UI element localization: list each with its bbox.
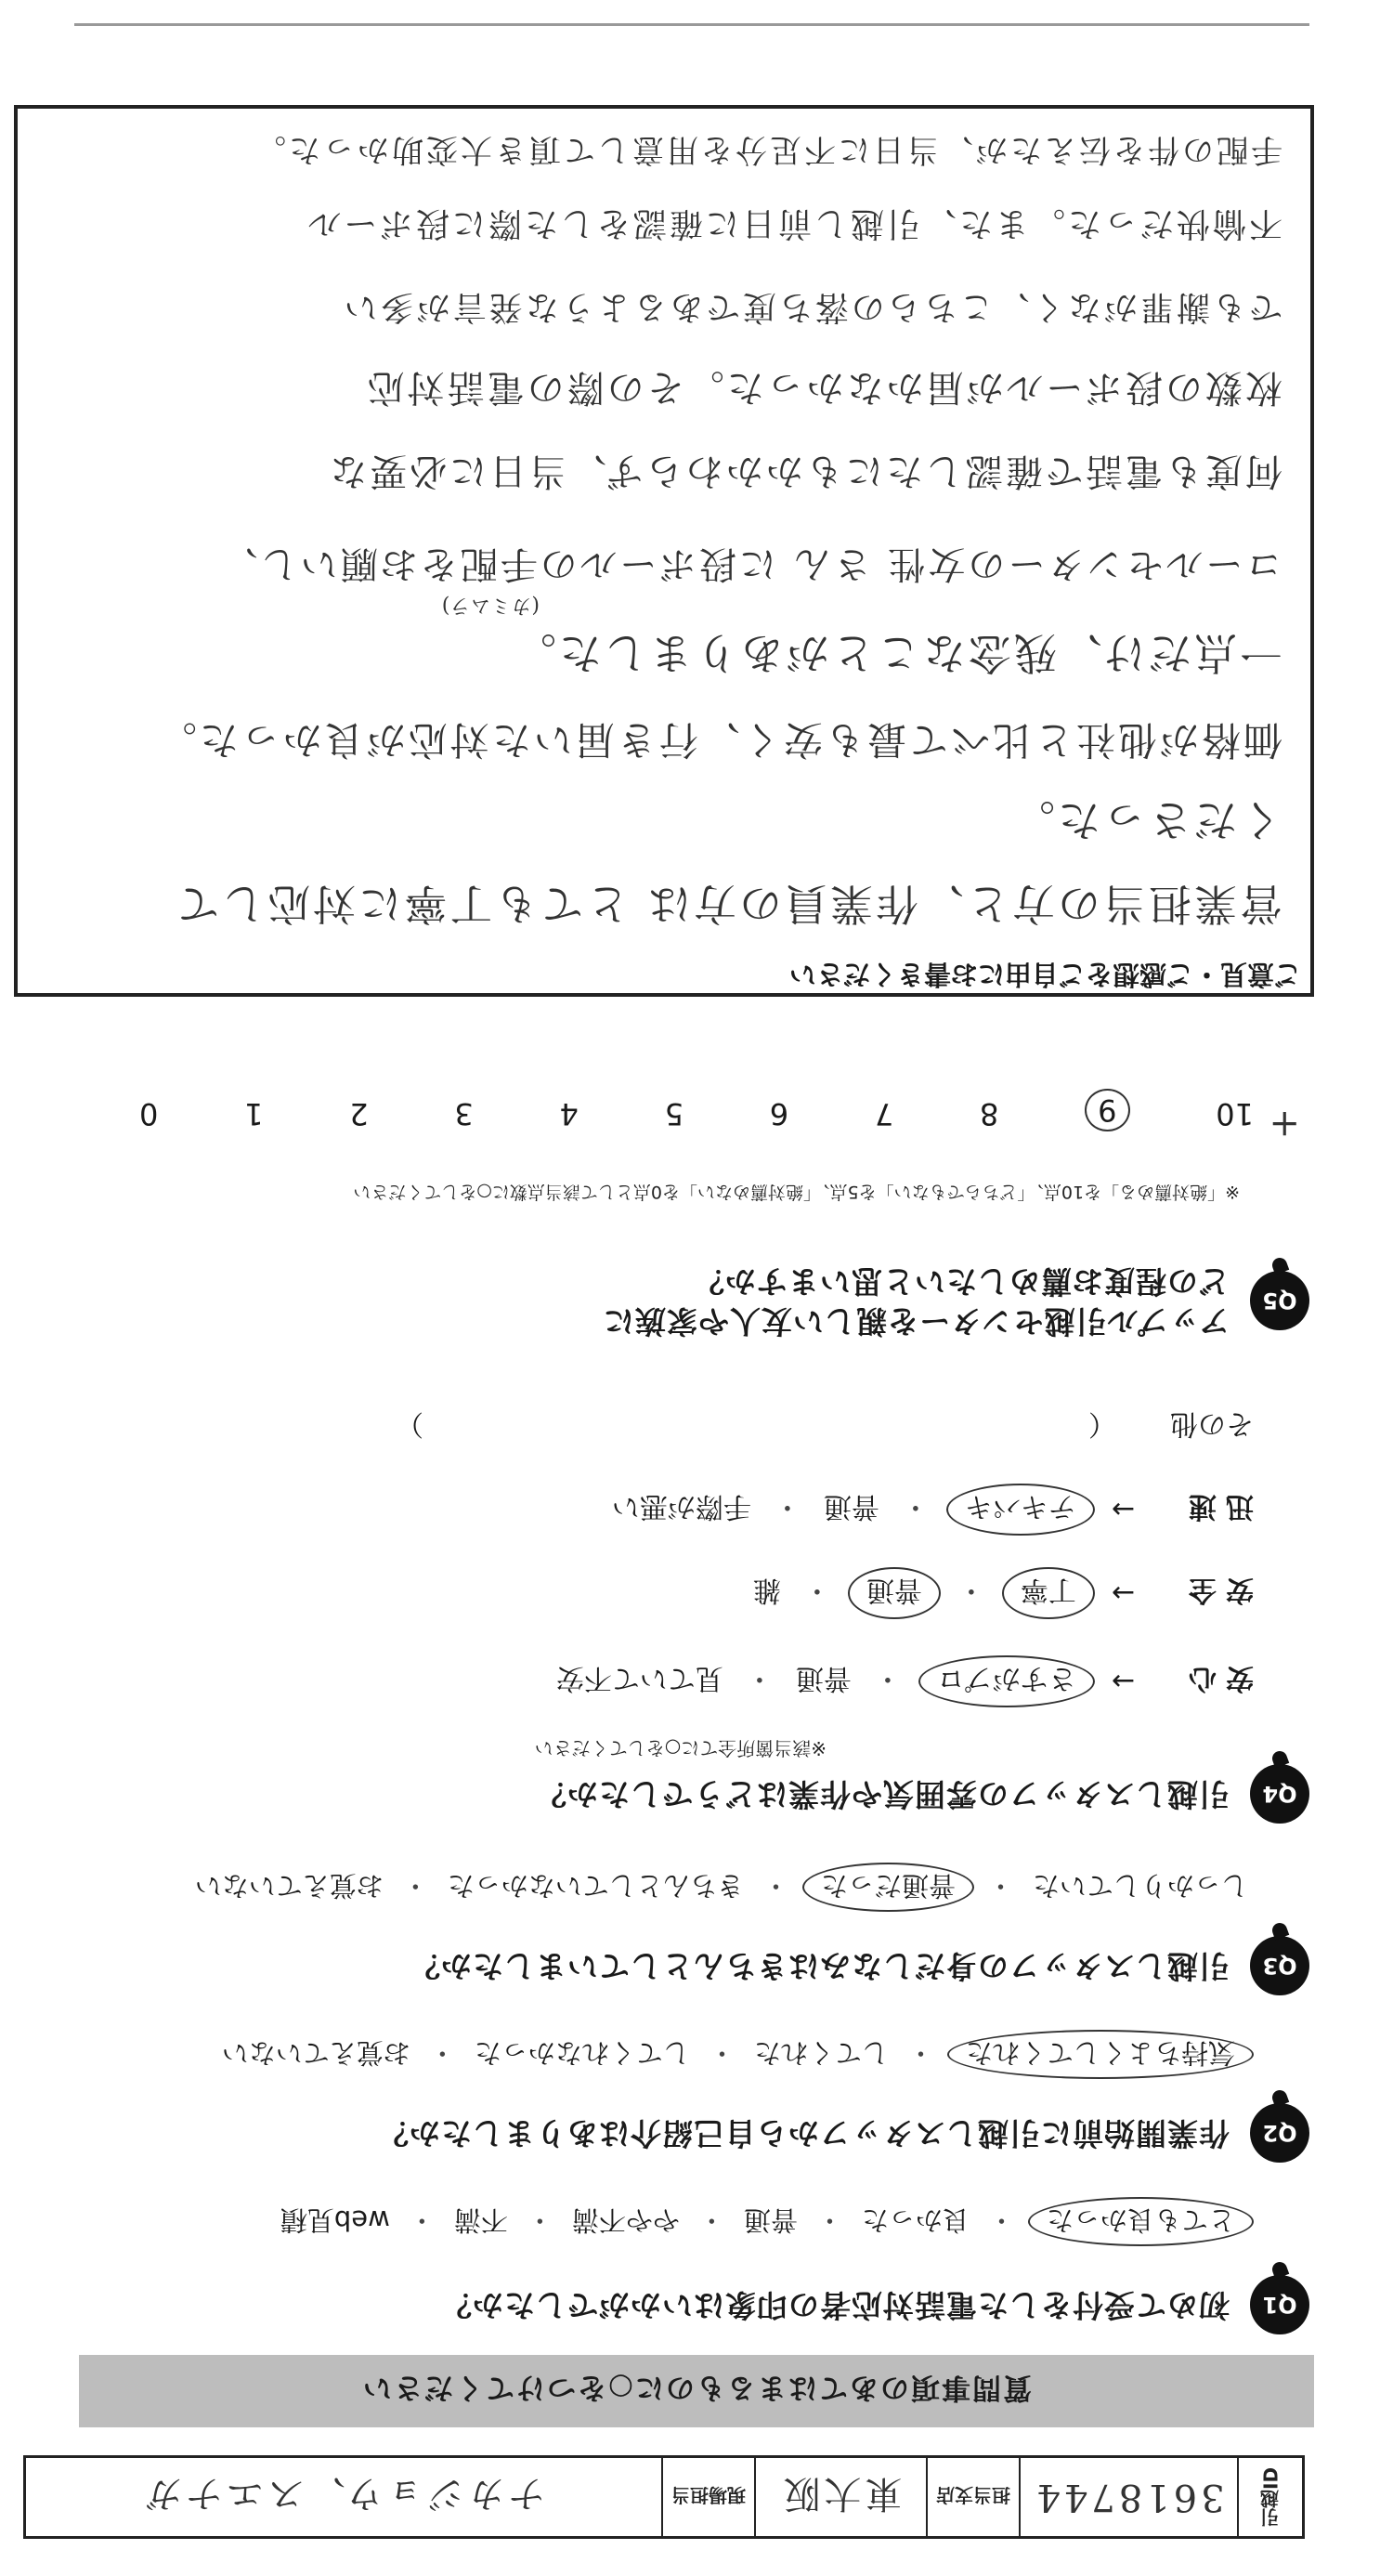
q4-option[interactable]: 普通 (848, 1567, 941, 1619)
comment-line: 不愉快だった。また、引越し前日に確認をした際に段ボール (305, 204, 1282, 242)
q1-option[interactable]: 普通 (743, 2204, 798, 2236)
separator: ・ (428, 2037, 456, 2069)
branch-value: 東大阪 (779, 2472, 903, 2516)
comment-line: 営業担当の方と、作業員の方は とても丁寧に対応して (174, 879, 1282, 929)
q1-badge-icon: Q1 (1250, 2275, 1309, 2334)
separator: ・ (957, 1574, 985, 1606)
separator: ・ (987, 2204, 1015, 2236)
branch-value-cell (754, 2458, 926, 2536)
comments-box[interactable] (14, 105, 1314, 997)
separator: ・ (697, 2204, 725, 2236)
q3-option[interactable]: しっかりしていた (1032, 1870, 1248, 1902)
q5-score[interactable]: 10 (1216, 1096, 1254, 1131)
separator: ・ (408, 2204, 436, 2236)
leader-label: 現場担当 (671, 2484, 746, 2507)
q4-option[interactable]: 普通 (823, 1490, 879, 1523)
q4-option[interactable]: 雑 (752, 1574, 781, 1606)
q5-badge-icon: Q5 (1250, 1271, 1309, 1330)
q1-option[interactable]: web見積 (280, 2204, 390, 2236)
q5-score[interactable]: 7 (874, 1096, 894, 1131)
branch-label-cell (926, 2458, 1019, 2536)
q4-option[interactable]: 普通 (795, 1662, 852, 1694)
separator: ・ (802, 1574, 831, 1606)
q5-text-line2: どの程度お薦めしたいと思いますか？ (693, 1263, 1230, 1301)
q2-option[interactable]: 気持ちよくしてくれた (947, 2030, 1254, 2079)
separator: ・ (762, 1870, 789, 1902)
comments-title: ご意見・ご感想をご自由にお書きください (788, 959, 1301, 990)
separator: ・ (773, 1490, 801, 1523)
q2-options (216, 2030, 1254, 2079)
q5-note: ※「絶対薦める」を10点、「どちらでもない」を5点、「絶対薦めない」を0点として該当点数に○をしてください (353, 1182, 1240, 1202)
q4-badge-icon: Q4 (1250, 1764, 1309, 1824)
q4-option[interactable]: さすがプロ (918, 1655, 1095, 1707)
id-value-cell (1019, 2458, 1237, 2536)
comment-line: 手配の件を伝えたが、当日に不足分を用意して頂き大変助かった。 (252, 131, 1282, 168)
q5-score[interactable]: 9 (1085, 1089, 1129, 1131)
bottom-divider (74, 23, 1309, 26)
q4-row-anshin (551, 1655, 1254, 1707)
q4-other-close: ） (396, 1407, 423, 1440)
q4-row-jinsoku (606, 1484, 1254, 1536)
q5-score[interactable]: 4 (559, 1096, 579, 1131)
q4-option[interactable]: 見ていて不安 (555, 1662, 723, 1694)
q1-option[interactable]: 良かった (861, 2204, 970, 2236)
q4-option[interactable]: 丁寧 (1002, 1567, 1095, 1619)
q4-other-label: その他 (1170, 1407, 1254, 1440)
comment-line: でも謝罪がなく、こちらの落ち度であるような発言が多い (341, 288, 1282, 326)
question-2 (377, 2103, 1309, 2163)
separator: ・ (745, 1662, 774, 1694)
separator: ・ (526, 2204, 553, 2236)
instruction-banner: 質問事項のあてはまるものに○をつけてください (79, 2355, 1314, 2427)
q3-badge-icon: Q3 (1250, 1936, 1309, 1995)
separator: ・ (901, 1490, 930, 1523)
q5-score[interactable]: 8 (980, 1096, 999, 1131)
q5-text-line1: アップル引越センターを親しい友人や家族に (602, 1303, 1230, 1340)
id-label-cell (1237, 2458, 1302, 2536)
comment-line: 価格が他社と比べて最も安く、行き届いた対応が良かった。 (154, 717, 1282, 763)
comment-line: くださった。 (1009, 795, 1282, 845)
q5-score[interactable]: 0 (139, 1096, 159, 1131)
q4-text: 引越しスタッフの雰囲気や作業はどうでしたか？ (535, 1776, 1230, 1813)
q2-option[interactable]: お覚えていない (221, 2037, 410, 2069)
q1-text: 初めて受付をした電話対応者の印象はいかがでしたか？ (440, 2287, 1230, 2324)
comment-line: 枚数の段ボールが届かなかった。その際の電話対応 (364, 366, 1282, 409)
q3-option[interactable]: 普通だった (802, 1863, 974, 1912)
q4-row-label: 安心 (1179, 1662, 1254, 1694)
separator: ・ (401, 1870, 429, 1902)
comment-ruby: (カミムラ) (441, 594, 540, 617)
q3-option[interactable]: きちんとしていなかった (447, 1870, 744, 1902)
q1-option[interactable]: やや不満 (571, 2204, 680, 2236)
branch-label: 担当支店 (936, 2484, 1010, 2507)
q2-badge-icon: Q2 (1250, 2103, 1309, 2163)
q3-options (189, 1863, 1254, 1912)
q5-score[interactable]: 2 (349, 1096, 369, 1131)
q5-score[interactable]: 1 (244, 1096, 264, 1131)
separator: ・ (873, 1662, 902, 1694)
q5-scale (139, 1089, 1254, 1131)
comment-line: 何度も電話で確認したにもかかわらず、当日に必要な (327, 450, 1282, 492)
separator: ・ (708, 2037, 736, 2069)
q5-score[interactable]: 6 (769, 1096, 789, 1131)
arrow-right-icon: → (1111, 1493, 1135, 1526)
q1-options (275, 2197, 1254, 2246)
arrow-right-icon: → (1111, 1576, 1135, 1610)
question-3 (409, 1936, 1309, 1995)
q1-option[interactable]: 不満 (453, 2204, 508, 2236)
separator: ・ (986, 1870, 1014, 1902)
id-label: 引越ID (1259, 2466, 1282, 2528)
leader-value-cell (26, 2458, 661, 2536)
q2-option[interactable]: してくれた (753, 2037, 889, 2069)
question-5 (603, 1261, 1309, 1340)
header-box (23, 2455, 1305, 2539)
q1-option[interactable]: とても良かった (1028, 2197, 1254, 2246)
q5-score[interactable]: 3 (454, 1096, 474, 1131)
q3-text: 引越しスタッフの身だしなみはきちんとしていましたか？ (409, 1948, 1230, 1985)
id-value: 3618744 (1033, 2476, 1225, 2518)
q4-option[interactable]: テキパキ (946, 1484, 1095, 1536)
q4-note: ※該当箇所全てに○をしてください (534, 1737, 827, 1759)
comment-line: コールセンターの女性 さん に段ボールの手配をお願いし、 (217, 543, 1282, 585)
q3-option[interactable]: お覚えていない (194, 1870, 384, 1902)
q4-row-label: 安全 (1179, 1574, 1254, 1606)
leader-label-cell (661, 2458, 754, 2536)
q5-score[interactable]: 5 (664, 1096, 684, 1131)
q2-text: 作業開始前に引越しスタッフから自己紹介はありましたか？ (377, 2115, 1230, 2152)
comment-line: 一点だけ、残念なことがありました。 (510, 628, 1282, 678)
q5-margin-mark: + (1269, 1103, 1300, 1145)
separator: ・ (906, 2037, 934, 2069)
q5-text (603, 1261, 1230, 1340)
q4-row-anzen (748, 1567, 1254, 1619)
arrow-right-icon: → (1111, 1665, 1135, 1698)
q2-option[interactable]: してくれなかった (474, 2037, 690, 2069)
leader-value: ナカジョウ、スエナガ (141, 2472, 546, 2516)
separator: ・ (815, 2204, 843, 2236)
q4-other-row (396, 1406, 1254, 1447)
q4-option[interactable]: 手際が悪い (611, 1490, 751, 1523)
question-4 (535, 1764, 1309, 1824)
q4-row-label: 迅速 (1179, 1490, 1254, 1523)
question-1 (440, 2275, 1309, 2334)
q4-other-open: （ (1088, 1407, 1116, 1440)
